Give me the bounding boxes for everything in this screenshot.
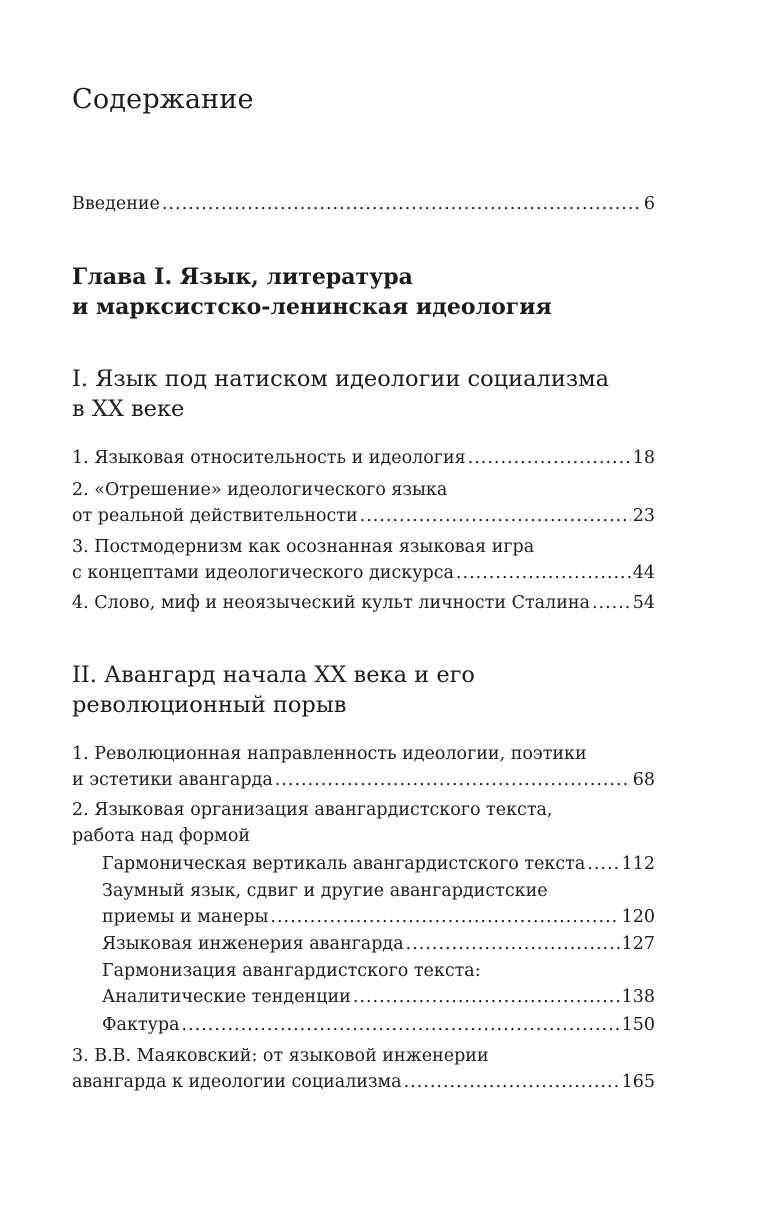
- toc-page-number: 150: [621, 1015, 655, 1035]
- toc-entry-text: 1. Революционная направленность идеологии, поэтики: [72, 744, 587, 764]
- toc-entry[interactable]: [72, 590, 655, 616]
- toc-subentry[interactable]: [102, 958, 655, 1010]
- toc-entry-text: Фактура: [102, 1015, 180, 1035]
- toc-page-number: 120: [621, 907, 655, 927]
- section-heading: [72, 364, 655, 424]
- toc-entry-text: с концептами идеологического дискурса: [72, 563, 454, 583]
- dot-leader: [182, 1012, 620, 1038]
- toc-page-number: 165: [621, 1072, 655, 1092]
- toc-page-number: 18: [632, 448, 655, 468]
- dot-leader: [587, 851, 619, 877]
- dot-leader: [353, 984, 620, 1010]
- dot-leader: [406, 931, 620, 957]
- dot-leader: [275, 767, 631, 793]
- toc-entry-text: от реальной действительности: [72, 506, 358, 526]
- page-title: Содержание: [72, 84, 254, 115]
- toc-entry-text: 1. Языковая относительность и идеология: [72, 448, 466, 468]
- section-heading-line: революционный порыв: [72, 692, 347, 718]
- section-heading-line: I. Язык под натиском идеологии социализма: [72, 366, 610, 392]
- toc-subentry[interactable]: [102, 878, 655, 930]
- toc-page-number: 23: [632, 506, 655, 526]
- chapter-heading-line: Глава I. Язык, литература: [72, 264, 413, 290]
- dot-leader: [456, 560, 631, 586]
- toc-entry[interactable]: [72, 445, 655, 471]
- toc-entry-text: 3. Постмодернизм как осознанная языковая игра: [72, 537, 535, 557]
- toc-subentry[interactable]: [102, 851, 655, 877]
- toc-entry-text: Гармонизация авангардистского текста:: [102, 961, 481, 981]
- dot-leader: [270, 904, 619, 930]
- toc-subentry[interactable]: [102, 1012, 655, 1038]
- toc-entry[interactable]: [72, 1043, 655, 1095]
- toc-subentry[interactable]: [102, 931, 655, 957]
- toc-page-number: 6: [643, 194, 655, 214]
- dot-leader: [592, 590, 631, 616]
- toc-page-number: 112: [621, 854, 655, 874]
- toc-entry-text: авангарда к идеологии социализма: [72, 1072, 402, 1092]
- dot-leader: [360, 503, 631, 529]
- chapter-heading: [72, 262, 655, 322]
- toc-page-number: 127: [621, 934, 655, 954]
- toc-page-number: 44: [632, 563, 655, 583]
- toc-entry-text: и эстетики авангарда: [72, 770, 273, 790]
- section-heading: [72, 660, 655, 720]
- toc-entry[interactable]: [72, 741, 655, 793]
- toc-entry-text: 4. Слово, миф и неоязыческий культ личности Сталина: [72, 593, 590, 613]
- toc-page-number: 54: [632, 593, 655, 613]
- toc-entry[interactable]: [72, 797, 655, 849]
- dot-leader: [162, 191, 642, 217]
- section-heading-line: II. Авангард начала XX века и его: [72, 662, 475, 688]
- toc-entry-text: Языковая инженерия авангарда: [102, 934, 404, 954]
- toc-entry-text: Введение: [72, 194, 160, 214]
- toc-entry-text: Гармоническая вертикаль авангардистского текста: [102, 854, 586, 874]
- toc-entry-text: 2. «Отрешение» идеологического языка: [72, 480, 448, 500]
- toc-entry[interactable]: [72, 534, 655, 586]
- toc-entry-text: Аналитические тенденции: [102, 987, 351, 1007]
- section-heading-line: в XX веке: [72, 396, 185, 422]
- toc-entry-text: 3. В.В. Маяковский: от языковой инженерии: [72, 1046, 489, 1066]
- dot-leader: [404, 1069, 620, 1095]
- toc-page-number: 68: [632, 770, 655, 790]
- toc-page-number: 138: [621, 987, 655, 1007]
- toc-entry-intro[interactable]: [72, 191, 655, 217]
- dot-leader: [468, 445, 631, 471]
- toc-entry-text: приемы и манеры: [102, 907, 269, 927]
- toc-entry[interactable]: [72, 477, 655, 529]
- toc-entry-text: Заумный язык, сдвиг и другие авангардистские: [102, 881, 548, 901]
- chapter-heading-line: и марксистско-ленинская идеология: [72, 294, 552, 320]
- toc-entry-text: 2. Языковая организация авангардистского текста,: [72, 800, 553, 820]
- toc-entry-text: работа над формой: [72, 826, 251, 846]
